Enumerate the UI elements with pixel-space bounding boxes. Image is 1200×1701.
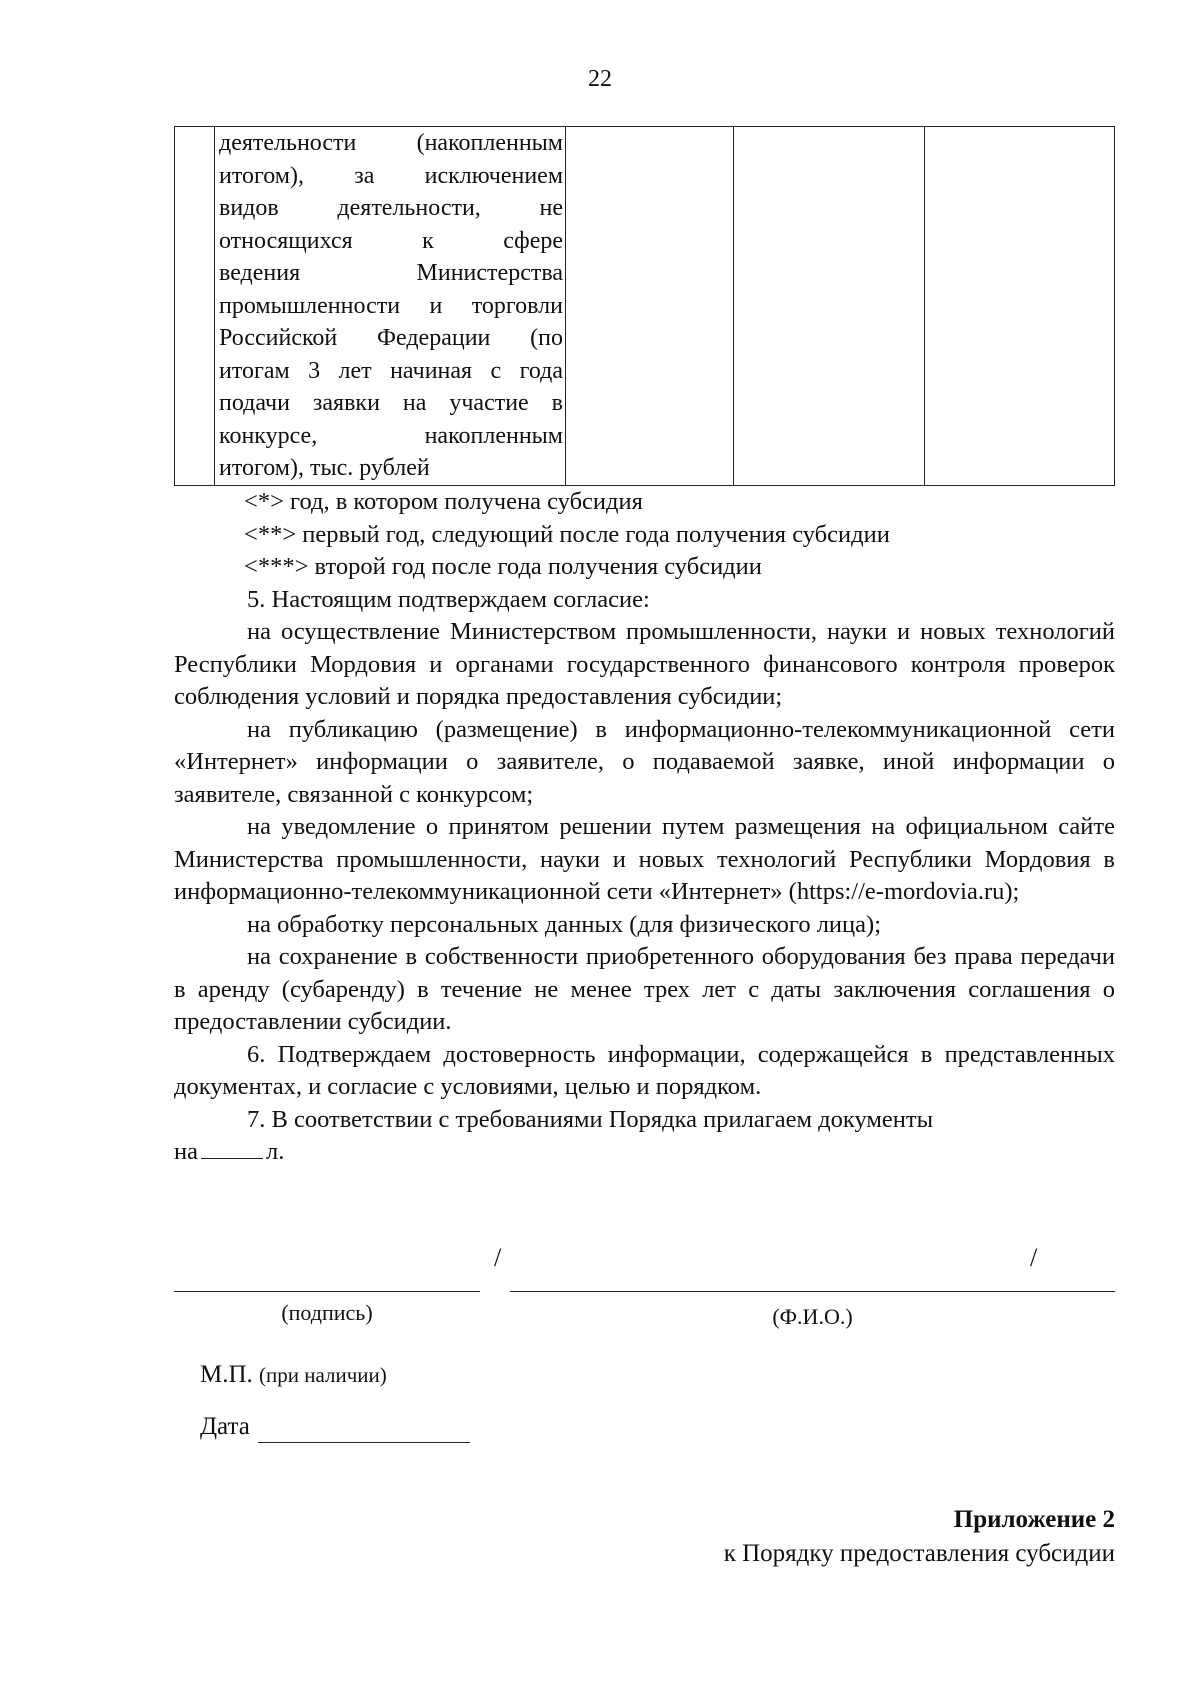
signature-caption: (подпись)	[281, 1300, 373, 1325]
footnote-3: <***> второй год после года получения субсидии	[244, 553, 762, 580]
body-text	[174, 486, 1115, 1169]
item-6: 6. Подтверждаем достоверность информации, содержащейся в представленных документах, и согласие с условиями, целью и порядком.	[174, 1040, 1115, 1100]
indicator-line: деятельности (накопленным	[219, 130, 563, 156]
indicator-line: относящихся к сфере	[219, 227, 563, 254]
item-7-text: 7. В соответствии с требованиями Порядка прилагаем документы	[247, 1105, 934, 1133]
indicators-table-continuation	[174, 126, 1115, 486]
consent-item: на сохранение в собственности приобретенного оборудования без права передачи в аренду (субаренду) в течение не менее трех лет с даты заключения соглашения о предоставлении субсидии.	[174, 943, 1115, 1035]
indicator-name-cell	[215, 127, 566, 486]
item-7	[174, 1104, 1115, 1137]
appendix-subtitle: к Порядку предоставления субсидии	[723, 1540, 1115, 1567]
footnote-1: <*> год, в котором получена субсидия	[244, 488, 643, 515]
signature-slash-left: /	[494, 1243, 502, 1272]
indicator-line: промышленности и торговли	[219, 292, 563, 319]
item-7-pages	[174, 1136, 1115, 1169]
consent-item: на осуществление Министерством промышленности, науки и новых технологий Республики Мордовия и органами государственного финансового контроля проверок соблюдения условий и порядка предоставления субсидии;	[174, 618, 1115, 710]
indicator-line: видов деятельности, не	[219, 195, 563, 221]
pages-count-blank[interactable]	[201, 1138, 263, 1159]
table-row	[175, 127, 1115, 486]
stamp-note: (при наличии)	[259, 1363, 387, 1387]
date-field	[200, 1411, 470, 1443]
consent-item: на обработку персональных данных (для физического лица);	[247, 910, 881, 938]
footnote-2: <**> первый год, следующий после года получения субсидии	[244, 520, 890, 548]
indicator-line: ведения Министерства	[219, 260, 563, 286]
appendix-title: Приложение 2	[953, 1506, 1115, 1533]
page-number: 22	[588, 66, 612, 92]
value-cell-year-1	[566, 127, 734, 486]
stamp-placeholder	[200, 1359, 387, 1391]
consent-heading: 5. Настоящим подтверждаем согласие:	[247, 585, 650, 613]
value-cell-year-3	[925, 127, 1115, 486]
indicator-line: Российской Федерации (по	[219, 325, 563, 351]
signature-line[interactable]	[174, 1291, 480, 1292]
date-line[interactable]	[258, 1418, 470, 1443]
item-7-suffix: л.	[266, 1138, 285, 1165]
consent-item: на уведомление о принятом решении путем размещения на официальном сайте Министерства промышленности, науки и новых технологий Республики Мордовия в информационно-телекоммуникационной сети «Интернет» (https://e-mordovia.ru);	[174, 813, 1115, 905]
consent-item: на публикацию (размещение) в информационно-телекоммуникационной сети «Интернет» информации о заявителе, о подаваемой заявке, иной информации о заявителе, связанной с конкурсом;	[174, 715, 1115, 808]
indicator-line: итогам 3 лет начиная с года	[219, 357, 563, 384]
indicator-line: итогом), тыс. рублей	[219, 455, 430, 481]
full-name-caption: (Ф.И.О.)	[772, 1304, 853, 1329]
row-number-cell	[175, 127, 215, 486]
item-7-prefix: на	[174, 1138, 198, 1165]
stamp-label: М.П.	[200, 1361, 253, 1388]
signature-slash-right: /	[1030, 1243, 1038, 1272]
appendix-header	[724, 1503, 1115, 1571]
date-label: Дата	[200, 1413, 250, 1440]
indicator-line: подачи заявки на участие в	[219, 390, 563, 416]
indicator-line: итогом), за исключением	[219, 162, 563, 189]
value-cell-year-2	[734, 127, 925, 486]
indicator-line: конкурсе, накопленным	[219, 422, 563, 449]
full-name-line[interactable]	[510, 1291, 1115, 1292]
